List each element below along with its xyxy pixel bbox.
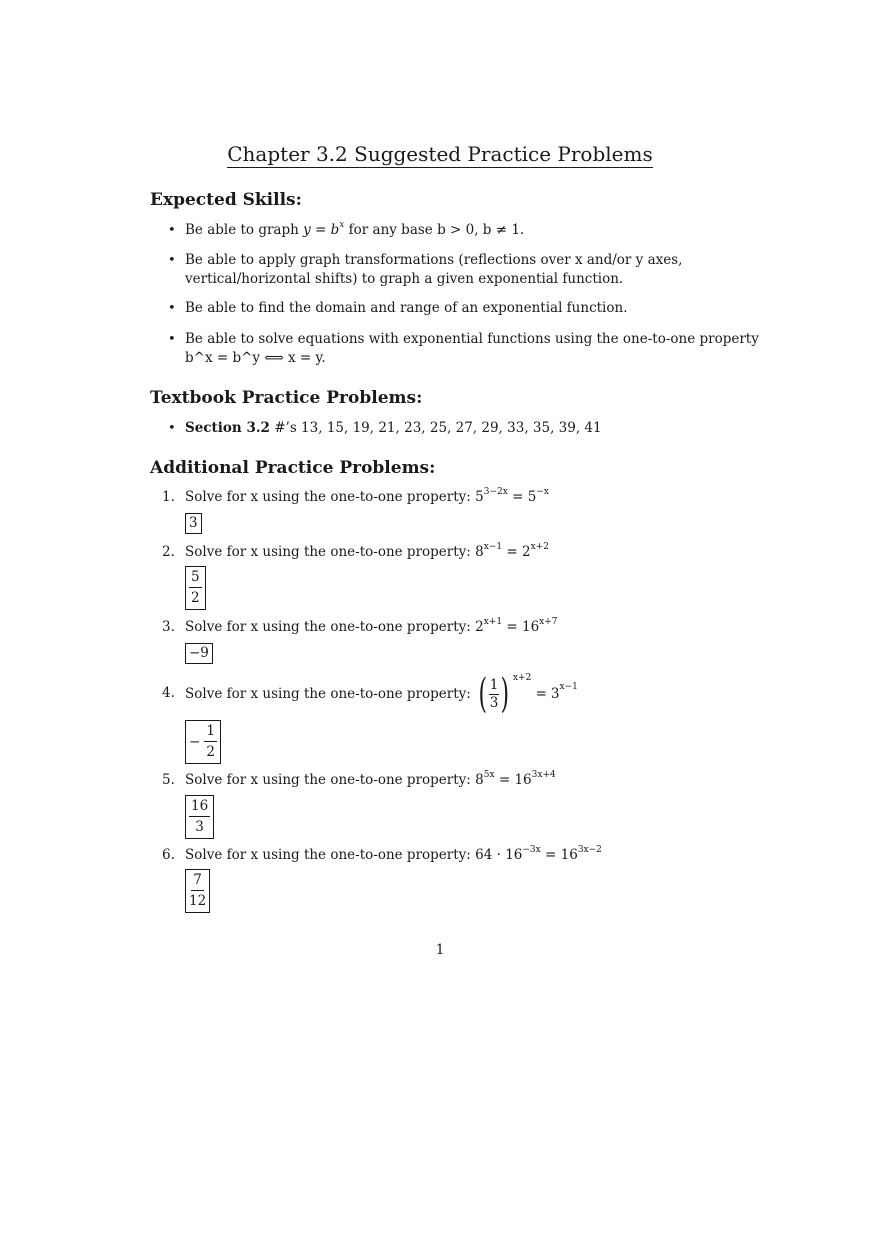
right-paren: ) (500, 671, 510, 717)
answer-3: −9 (185, 643, 213, 664)
expected-skills-heading: Expected Skills: (150, 190, 302, 210)
problem-6: 6. Solve for x using the one-to-one property: $64 \cdot 16^{-3x} = 16^{3x-2}$ (162, 845, 602, 863)
problem-2: 2. Solve for x using the one-to-one property: $8^{x-1} = 2^{x+2}$ (162, 542, 549, 560)
skill-item-1: • Be able to graph $y = b^x$ for any base b > 0, b ≠ 1. (185, 221, 760, 240)
skill-item-4: • Be able to solve equations with exponential functions using the one-to-one property b^x = b^y ⟺ x = y. (185, 330, 760, 368)
additional-heading: Additional Practice Problems: (150, 458, 436, 478)
answer-4: − $\frac{1}{2}$ (185, 720, 221, 764)
answer-6: $\frac{7}{12}$ (185, 869, 210, 913)
textbook-heading: Textbook Practice Problems: (150, 388, 423, 408)
page-title: Chapter 3.2 Suggested Practice Problems (227, 142, 653, 166)
answer-2: $\frac{5}{2}$ (185, 566, 206, 610)
skill-item-2: • Be able to apply graph transformations (reflections over x and/or y axes, vertical/horizontal shifts) to graph a given exponential function. (185, 251, 760, 289)
answer-1: 3 (185, 513, 202, 534)
problem-5: 5. Solve for x using the one-to-one property: $8^{5x} = 16^{3x+4}$ (162, 770, 556, 788)
skill-item-3: • Be able to find the domain and range of an exponential function. (185, 299, 760, 318)
problem-4: 4. Solve for x using the one-to-one property: ( $\frac{1}{3}$ ) $^{x+2}$ = 3 $^{x-1}$ (162, 671, 578, 717)
textbook-problems: • Section 3.2 #’s 13, 15, 19, 21, 23, 25, 27, 29, 33, 35, 39, 41 (185, 419, 760, 438)
problem-3: 3. Solve for x using the one-to-one property: $2^{x+1} = 16^{x+7}$ (162, 617, 558, 635)
answer-5: $\frac{16}{3}$ (185, 795, 214, 839)
problem-1: 1. Solve for x using the one-to-one property: $5^{3-2x} = 5^{-x}$ (162, 487, 549, 505)
left-paren: ( (478, 671, 488, 717)
page-number: 1 (435, 942, 445, 958)
